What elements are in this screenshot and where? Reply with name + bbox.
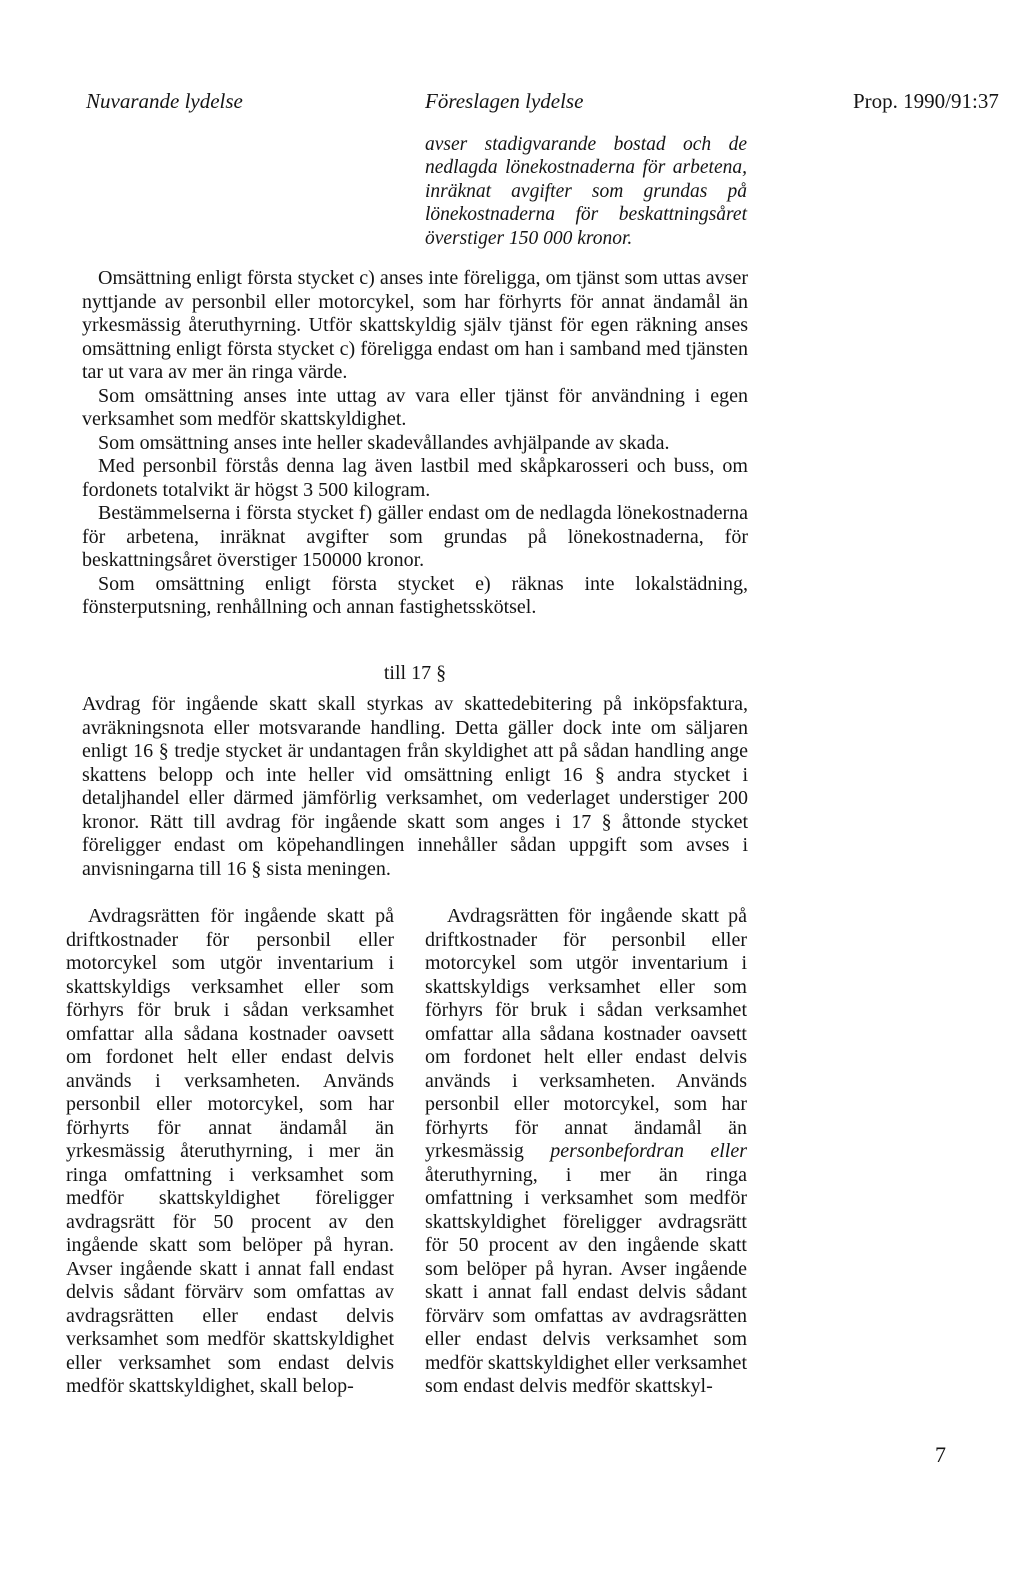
section-17-paragraph: Avdrag för ingående skatt skall styrkas av skattedebitering på inköpsfaktura, avräkningsnota eller motsvarande handling. Detta gäller dock inte om säljaren enligt 16 § tredje stycket är undantagen från skyldighet att på sådan handling ange skattens belopp och inte heller vid omsättning enligt 16 § andra stycket i detaljhandel eller därmed jämförlig verksamhet, om vederlaget understiger 200 kronor. Rätt till avdrag för ingående skatt som anges i 17 § åttonde stycket föreligger endast om köpehandlingen innehåller sådan uppgift som avses i anvisningarna till 16 § sista meningen. — [82, 693, 748, 880]
proposed-wording-column — [425, 905, 747, 1399]
section-17-text-block — [82, 693, 748, 881]
common-paragraph: Bestämmelserna i första stycket f) gäller endast om de nedlagda lönekostnaderna för arbetena, inräknat avgifter som grundas på lönekostnaderna, för beskattningsåret överstiger 150000 kronor. — [82, 502, 748, 571]
proposed-text-before-change: Avdragsrätten för ingående skatt på driftkostnader för personbil eller motorcykel som utgör inventarium i skattskyldigs verksamhet eller som förhyrs för bruk i sådan verksamhet omfattar alla sådana kostnader oavsett om fordonet helt eller endast delvis används i verksamheten. Används personbil eller motorcykel, som har förhyrts för annat ändamål än yrkesmässig — [425, 905, 747, 1162]
proposed-amendment-text — [425, 133, 747, 250]
current-wording-paragraph: Avdragsrätten för ingående skatt på driftkostnader för personbil eller motorcykel som utgör inventarium i skattskyldigs verksamhet eller som förhyrs för bruk i sådan verksamhet omfattar alla sådana kostnader oavsett om fordonet helt eller endast delvis används i verksamheten. Används personbil eller motorcykel, som har förhyrts för annat ändamål än yrkesmässig återuthyrning, i mer än ringa omfattning i verksamhet som medför skattskyldighet föreligger avdragsrätt för 50 procent av den ingående skatt som belöper på hyran. Avser ingående skatt i annat fall endast delvis sådant förvärv som omfattas av avdragsrätten eller endast delvis verksamhet som medför skattskyldighet eller verksamhet som endast delvis medför skattskyldighet, skall belop- — [66, 905, 394, 1397]
proposed-text-after-change: återuthyrning, i mer än ringa omfattning i verksamhet som medför skattskyldighet föreligger avdragsrätt för 50 procent av den ingående skatt som belöper på hyran. Avser ingående skatt i annat fall endast delvis sådant förvärv som omfattas av avdragsrätten eller endast delvis verksamhet som medför skattskyldighet eller verksamhet som endast delvis medför skattskyl- — [425, 1163, 747, 1397]
proposed-text-change: personbefordran eller — [550, 1140, 747, 1162]
header-proposition-number: Prop. 1990/91:37 — [853, 89, 999, 113]
current-wording-column — [66, 905, 394, 1399]
proposed-amendment-paragraph: avser stadigvarande bostad och de nedlagda lönekostnaderna för arbetena, inräknat avgifter som grundas på lönekostnaderna för beskattningsåret överstiger 150 000 kronor. — [425, 134, 747, 249]
header-proposed-wording: Föreslagen lydelse — [425, 89, 584, 113]
common-paragraph: Som omsättning enligt första stycket e) räknas inte lokalstädning, fönsterputsning, renhållning och annan fastighetsskötsel. — [82, 572, 748, 618]
header-current-wording: Nuvarande lydelse — [86, 89, 243, 113]
proposed-wording-paragraph — [425, 905, 747, 1399]
common-paragraph: Omsättning enligt första stycket c) anses inte föreligga, om tjänst som uttas avser nyttjande av personbil eller motorcykel, som har förhyrts för annat ändamål än yrkesmässig återuthyrning. Utför skattskyldig själv tjänst för egen räkning anses omsättning enligt första stycket c) föreligga endast om han i samband med tjänsten tar ut vara av mer än ringa värde. — [82, 267, 748, 383]
common-paragraph: Med personbil förstås denna lag även lastbil med skåpkarosseri och buss, om fordonets totalvikt är högst 3 500 kilogram. — [82, 455, 748, 501]
section-heading: till 17 § — [383, 662, 447, 684]
page-number: 7 — [935, 1442, 946, 1467]
common-text-block — [82, 267, 748, 620]
common-paragraph: Som omsättning anses inte heller skadevållandes avhjälpande av skada. — [98, 431, 670, 454]
common-paragraph: Som omsättning anses inte uttag av vara eller tjänst för användning i egen verksamhet som medför skattskyldighet. — [82, 384, 748, 430]
